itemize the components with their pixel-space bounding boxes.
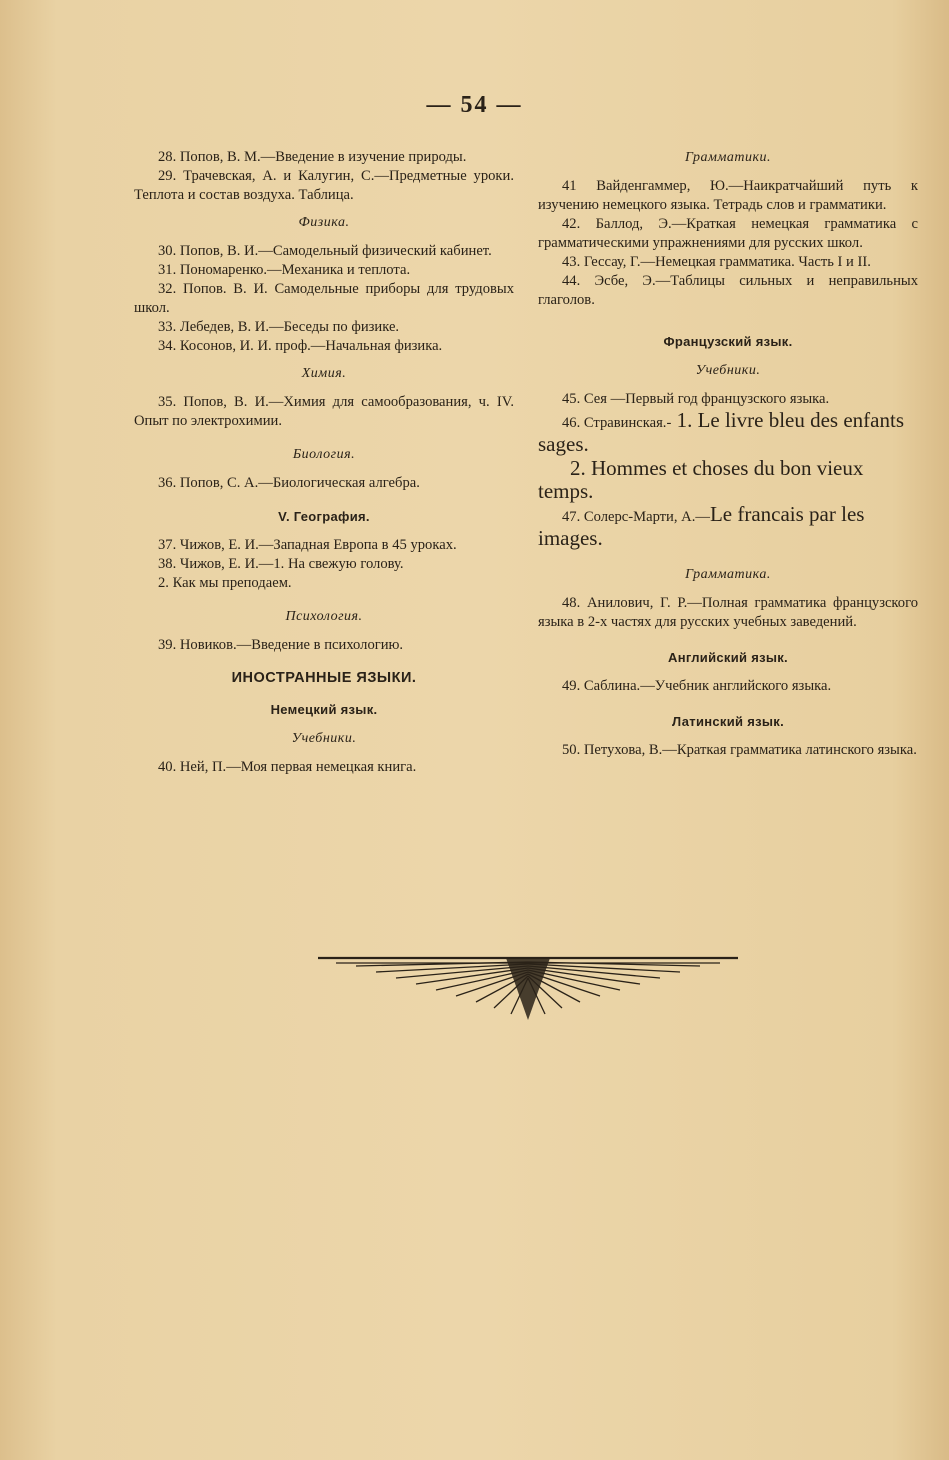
list-item xyxy=(538,409,918,457)
list-item: 28. Попов, В. М.—Введение в изучение природы. xyxy=(158,149,467,165)
list-item: 42. Баллод, Э.—Краткая немецкая грамматика с грамматическими упражнениями для русских школ. xyxy=(538,216,918,251)
list-item: 44. Эсбе, Э.—Таблицы сильных и неправильных глаголов. xyxy=(538,273,918,308)
section-heading: Французский язык. xyxy=(663,334,793,349)
list-item: 30. Попов, В. И.—Самодельный физический кабинет. xyxy=(158,243,492,259)
list-item: 49. Саблина.—Учебник английского языка. xyxy=(562,678,832,694)
list-item: 32. Попов. В. И. Самодельные приборы для трудовых школ. xyxy=(134,281,514,316)
section-heading: V. География. xyxy=(278,509,370,524)
list-item: 41 Вайденгаммер, Ю.—Наикратчайший путь к изучению немецкого языка. Тетрадь слов и грамматики. xyxy=(538,178,918,213)
list-item: 37. Чижов, Е. И.—Западная Европа в 45 уроках. xyxy=(158,537,457,553)
section-heading: Грамматика. xyxy=(685,567,771,582)
entry-prefix: 46. Стравинская.- xyxy=(562,415,672,431)
list-item: 50. Петухова, В.—Краткая грамматика латинского языка. xyxy=(562,742,917,758)
section-heading: Учебники. xyxy=(695,363,761,378)
section-heading: Физика. xyxy=(298,215,350,230)
list-item: 2. Как мы преподаем. xyxy=(158,575,292,591)
list-item: 29. Трачевская, А. и Калугин, С.—Предметные уроки. Теплота и состав воздуха. Таблица. xyxy=(134,168,514,203)
section-heading: Грамматики. xyxy=(684,150,772,165)
ornament-divider-icon xyxy=(316,950,740,1022)
typed-title: 1. Le livre bleu des enfants sages. xyxy=(538,408,904,456)
section-heading: Химия. xyxy=(301,366,347,381)
list-item: 38. Чижов, Е. И.—1. На свежую голову. xyxy=(158,556,404,572)
typed-title: Le francais par les images. xyxy=(538,502,865,550)
list-item: 33. Лебедев, В. И.—Беседы по физике. xyxy=(158,319,400,335)
section-heading: ИНОСТРАННЫЕ ЯЗЫКИ. xyxy=(231,670,417,686)
section-heading: Латинский язык. xyxy=(672,714,784,729)
section-heading: Биология. xyxy=(292,447,356,462)
list-item: 36. Попов, С. А.—Биологическая алгебра. xyxy=(158,475,420,491)
list-item: 45. Сея —Первый год французского языка. xyxy=(562,391,830,407)
list-item xyxy=(538,503,918,551)
list-item: 39. Новиков.—Введение в психологию. xyxy=(158,637,404,653)
right-column xyxy=(538,148,918,760)
list-item: 31. Пономаренко.—Механика и теплота. xyxy=(158,262,411,278)
typed-title: 2. Hommes et choses du bon vieux temps. xyxy=(538,456,864,503)
list-item: 40. Ней, П.—Моя первая немецкая книга. xyxy=(158,759,417,775)
page-number: — 54 — xyxy=(426,92,523,118)
section-heading: Английский язык. xyxy=(668,650,788,665)
section-heading: Немецкий язык. xyxy=(270,702,378,717)
section-heading: Психология. xyxy=(285,609,363,624)
left-column xyxy=(134,148,514,777)
list-item: 48. Анилович, Г. Р.—Полная грамматика французского языка в 2-х частях для русских учебных заведений. xyxy=(538,595,918,630)
list-item: 35. Попов, В. И.—Химия для самообразования, ч. IV. Опыт по электрохимии. xyxy=(134,394,514,429)
section-heading: Учебники. xyxy=(291,731,357,746)
list-item: 43. Гессау, Г.—Немецкая грамматика. Часть I и II. xyxy=(562,254,871,270)
entry-prefix: 47. Солерс-Марти, А.— xyxy=(562,509,710,525)
list-item: 34. Косонов, И. И. проф.—Начальная физика. xyxy=(158,338,443,354)
